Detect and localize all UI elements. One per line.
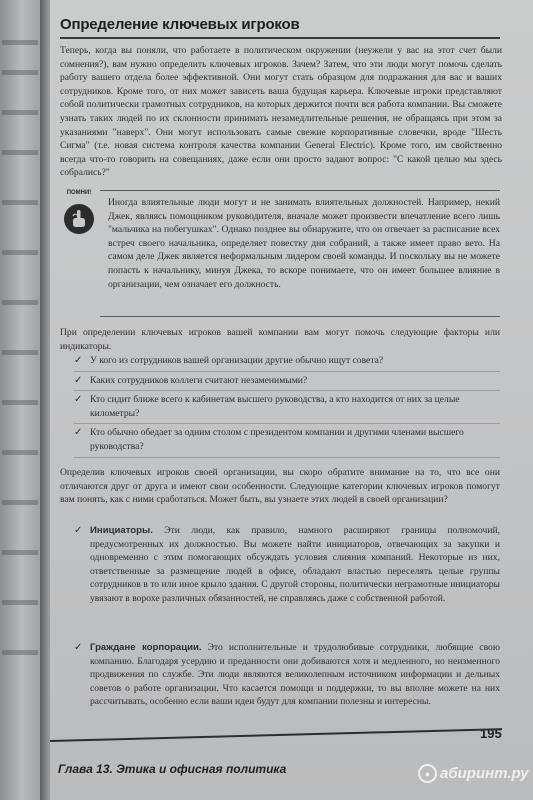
check-icon: ✓ — [74, 642, 83, 653]
check-icon: ✓ — [74, 427, 83, 439]
remember-finger-icon — [64, 204, 94, 234]
previous-page-edge — [0, 0, 40, 800]
categories-intro-paragraph: Определив ключевых игроков своей организации, вы скоро обратите внимание на то, что все они отличаются друг от друга и имеют свои особенности. Следующие категории ключевых игроков помогут вам понять, как с ними сработаться. Может быть, вы узнаете этих людей в своей организации? — [60, 467, 500, 506]
note-text: Иногда влиятельные люди могут и не занимать влиятельных должностей. Например, некий Джек, являясь помощником руководителя, вначале может произвести впечатление всего лишь "мальчика на побегушках". Однако позднее вы обнаружите, что он отвечает за расписание всех встреч своего начальника, определяет повестку дня собраний, а также имеет право вето. На самом деле Джек является неформальным лидером своей команды. И поскольку вы не можете попасть к начальнику, минуя Джека, то вскоре понимаете, что он имеет большее влияние в организации, чем означает его должность. — [108, 197, 500, 290]
watermark-text: абиринт.ру — [440, 765, 529, 782]
category-corporate-citizens — [74, 641, 500, 709]
note-divider-bottom — [100, 316, 500, 317]
chapter-footer: Глава 13. Этика и офисная политика — [58, 762, 287, 776]
factors-intro-paragraph: При определении ключевых игроков вашей компании вам могут помочь следующие факторы или индикаторы. — [60, 327, 500, 352]
list-item: ✓ У кого из сотрудников вашей организации другие обычно ищут совета? — [74, 352, 500, 372]
category-text: Инициаторы. Эти люди, как правило, намного расширяют границы полномочий, предусмотренных их должностью. Вы можете найти инициаторов, отвечающих за закупки и одновременно с этим помогающих обсуждать условия слияния компаний. Некоторые из них, ответственные за размещение людей в офисе, обладают властью переселять целые группы сотрудников в то или иное крыло здания. С другой стороны, политически неграмотные инициаторы увязают в ворохе различных обязанностей, не справляясь даже с собственной работой. — [90, 525, 500, 604]
note-label: ПОМНИ! — [66, 190, 92, 196]
category-initiators — [74, 524, 500, 606]
labirint-logo-icon: ● — [418, 764, 437, 783]
check-icon: ✓ — [74, 525, 83, 536]
page-number: 195 — [480, 726, 502, 741]
footer-divider — [50, 728, 502, 742]
book-page — [50, 0, 533, 800]
list-item: ✓ Кто обычно обедает за одним столом с президентом компании и другими членами высшего руководства? — [74, 424, 500, 457]
check-icon: ✓ — [74, 394, 83, 406]
list-item: ✓ Каких сотрудников коллеги считают незаменимыми? — [74, 372, 500, 392]
check-icon: ✓ — [74, 355, 83, 366]
watermark — [418, 764, 529, 783]
factors-list — [74, 352, 500, 458]
category-title: Граждане корпорации. — [90, 642, 202, 653]
intro-paragraph: Теперь, когда вы поняли, что работаете в политическом окружении (неужели у вас на этот счет были сомнения?), вам нужно определить ключевых игроков. Зачем? Затем, что эти люди могут помочь сделать работу вашего отдела более эффективной. Они могут стать образцом для подражания для вас и ваших сотрудников. Кроме того, от них может зависеть ваша будущая карьера. Ключевые игроки представляют собой политически грамотных сотрудников, на которых держится почти вся работа компании. Вы сможете узнать таких людей по их склонности принимать незамедлительные решения, не обращаясь при этом за указаниями "наверх". Они могут использовать самые свежие корпоративные словечки, вроде "Шесть Сигма" (т.е. новая система контроля качества компании General Electric). Кроме того, им свойственно всегда что-то говорить на совещаниях, даже если они просто задают вопрос: "С какой целью мы здесь собрались?" — [60, 45, 502, 179]
list-item: ✓ Кто сидит ближе всего к кабинетам высшего руководства, а кто находится от них за целые километры? — [74, 391, 500, 424]
section-title: Определение ключевых игроков — [60, 16, 300, 33]
note-divider-top — [100, 190, 500, 191]
category-title: Инициаторы. — [90, 525, 153, 536]
check-icon: ✓ — [74, 374, 83, 386]
title-divider — [60, 37, 500, 39]
category-text: Граждане корпорации. Это исполнительные и трудолюбивые сотрудники, любящие свою компанию. Благодаря усердию и преданности они добиваются хотя и медленного, но неизменного продвижения по службе. Эти люди являются великолепным источником информации и дельных советов о работе организации. Что касается помощи и поддержки, то вы вполне можете на них рассчитывать, особенно если ваши идеи будут для компании полезны и интересны. — [90, 642, 500, 708]
